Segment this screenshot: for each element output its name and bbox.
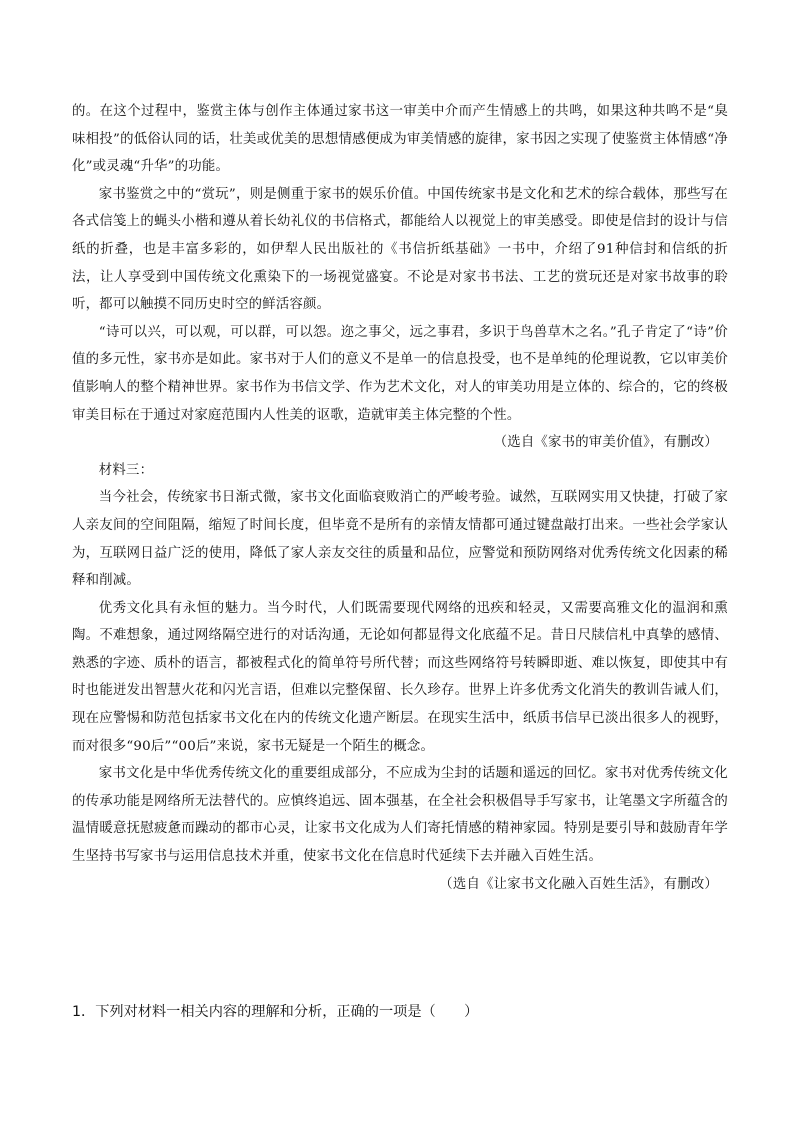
question-1: 1．下列对材料一相关内容的理解和分析，正确的一项是（ ）	[72, 1004, 479, 1020]
paragraph-family-letter-culture: 家书文化是中华优秀传统文化的重要组成部分，不应成为尘封的话题和遥远的回忆。家书对优秀传统文化的传承功能是网络所无法替代的。应慎终追远、固本强基，在全社会积极倡导手写家书，让笔墨文字所蕴含的温情暖意抚慰疲惫而躁动的都市心灵，让家书文化成为人们寄托情感的精神家园。特别是要引导和鼓励青年学生坚持书写家书与运用信息技术并重，使家书文化在信息时代延续下去并融入百姓生活。	[72, 766, 728, 865]
material-3-heading: 材料三：	[98, 462, 154, 478]
paragraph-continuation: 的。在这个过程中，鉴赏主体与创作主体通过家书这一审美中介而产生情感上的共鸣，如果这种共鸣不是“臭味相投”的低俗认同的话，壮美或优美的思想情感便成为审美情感的旋律，家书因之实现了使鉴赏主体情感“净化”或灵魂“升华”的功能。	[72, 104, 728, 175]
article-body	[72, 98, 728, 898]
source-citation-material-2: （选自《家书的审美价值》，有删改）	[493, 435, 718, 451]
paragraph-poetry-quote: “诗可以兴，可以观，可以群，可以怨。迩之事父，远之事君，多识于鸟兽草木之名。”孔子肯定了“诗”价值的多元性，家书亦是如此。家书对于人们的意义不是单一的信息投受，也不是单纯的伦理说教，它以审美价值影响人的整个精神世界。家书作为书信文学、作为艺术文化，对人的审美功用是立体的、综合的，它的终极审美目标在于通过对家庭范围内人性美的讴歌，造就审美主体完整的个性。	[72, 324, 728, 423]
source-citation-material-3: （选自《让家书文化融入百姓生活》，有删改）	[439, 876, 718, 892]
paragraph-eternal-charm: 优秀文化具有永恒的魅力。当今时代，人们既需要现代网络的迅疾和轻灵，又需要高雅文化的温润和熏陶。不难想象，通过网络隔空进行的对话沟通，无论如何都显得文化底蕴不足。昔日尺牍信札中真挚的感情、熟悉的字迹、质朴的语言，都被程式化的简单符号所代替；而这些网络符号转瞬即逝、难以恢复，即使其中有时也能迸发出智慧火花和闪光言语，但难以完整保留、长久珍存。世界上许多优秀文化消失的教训告诫人们，现在应警惕和防范包括家书文化在内的传统文化遗产断层。在现实生活中，纸质书信早已淡出很多人的视野，而对很多“90后”“00后”来说，家书无疑是一个陌生的概念。	[72, 600, 728, 754]
paragraph-appreciation-play: 家书鉴赏之中的“赏玩”，则是侧重于家书的娱乐价值。中国传统家书是文化和艺术的综合载体，那些写在各式信笺上的蝇头小楷和遵从着长幼礼仪的书信格式，都能给人以视觉上的审美感受。即使是信封的设计与信纸的折叠，也是丰富多彩的，如伊犁人民出版社的《书信折纸基础》一书中，介绍了91种信封和信纸的折法，让人享受到中国传统文化熏染下的一场视觉盛宴。不论是对家书书法、工艺的赏玩还是对家书故事的聆听，都可以触摸不同历史时空的鲜活容颜。	[72, 186, 728, 313]
paragraph-decline: 当今社会，传统家书日渐式微，家书文化面临衰败消亡的严峻考验。诚然，互联网实用又快捷，打破了家人亲友间的空间阻隔，缩短了时间长度，但毕竟不是所有的亲情友情都可通过键盘敲打出来。一些社会学家认为，互联网日益广泛的使用，降低了家人亲友交往的质量和品位，应警觉和预防网络对优秀传统文化因素的稀释和削减。	[72, 490, 728, 589]
